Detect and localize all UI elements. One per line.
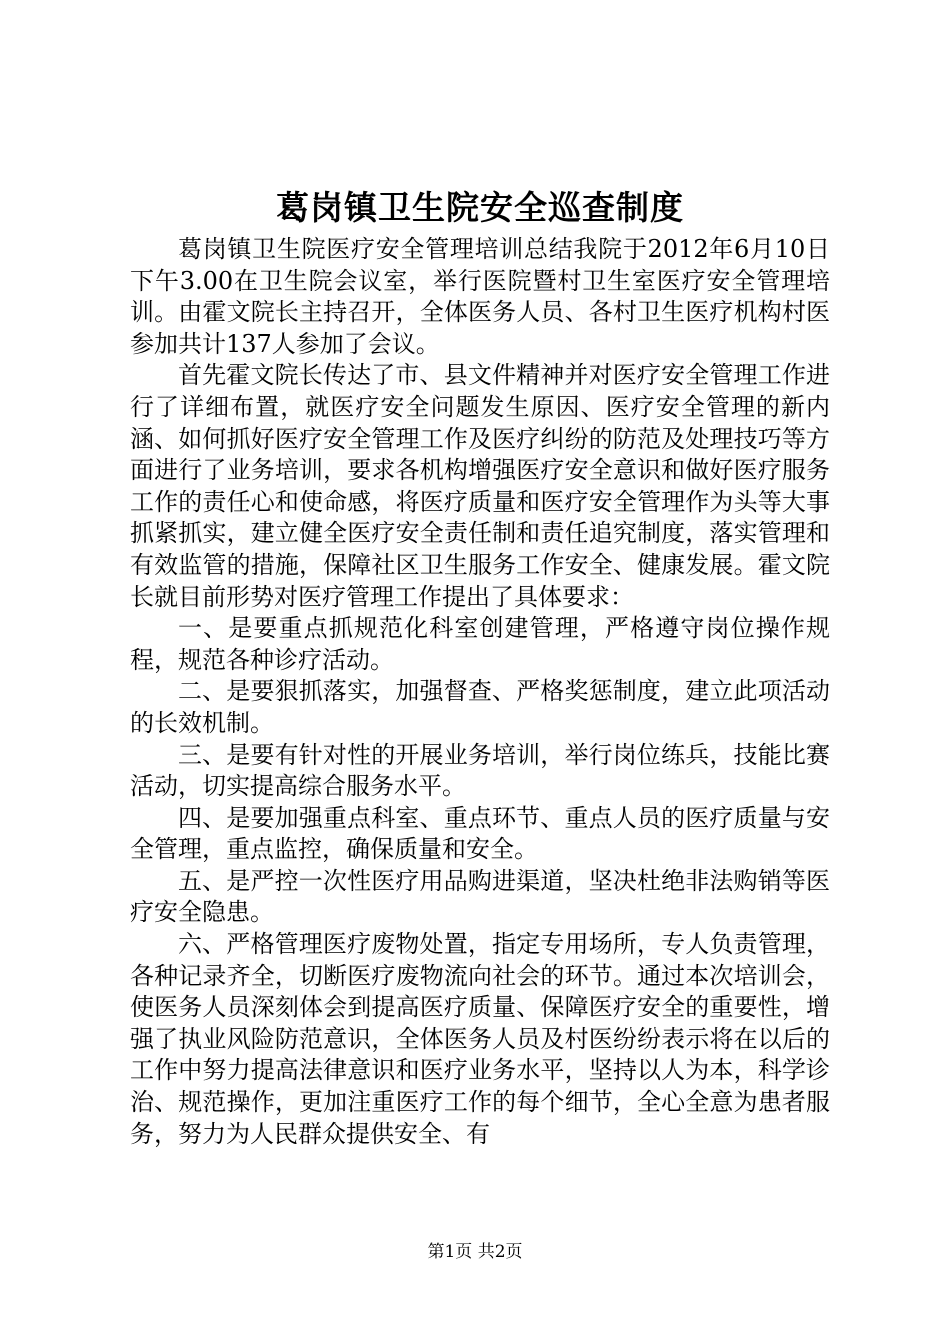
paragraph-item-4: 四、是要加强重点科室、重点环节、重点人员的医疗质量与安全管理，重点监控，确保质量和安全。 (130, 803, 830, 864)
page-footer: 第1页 共2页 (427, 1242, 523, 1262)
paragraph-item-1: 一、是要重点抓规范化科室创建管理，严格遵守岗位操作规程，规范各种诊疗活动。 (130, 614, 830, 674)
paragraph-requirements: 首先霍文院长传达了市、县文件精神并对医疗安全管理工作进行了详细布置，就医疗安全问题发生原因、医疗安全管理的新内涵、如何抓好医疗安全管理工作及医疗纠纷的防范及处理技巧等方面进行了业务培训，要求各机构增强医疗安全意识和做好医疗服务工作的责任心和使命感，将医疗质量和医疗安全管理作为头等大事抓紧抓实，建立健全医疗安全责任制和责任追究制度，落实管理和有效监管的措施，保障社区卫生服务工作安全、健康发展。霍文院长就目前形势对医疗管理工作提出了具体要求： (130, 361, 830, 611)
document-title: 葛岗镇卫生院安全巡查制度 (276, 188, 684, 227)
paragraph-item-2: 二、是要狠抓落实，加强督查、严格奖惩制度，建立此项活动的长效机制。 (130, 677, 830, 737)
paragraph-intro: 葛岗镇卫生院医疗安全管理培训总结我院于2012年6月10日下午3.00在卫生院会议室，举行医院暨村卫生室医疗安全管理培训。由霍文院长主持召开，全体医务人员、各村卫生医疗机构村医参加共计137人参加了会议。 (130, 235, 830, 358)
paragraph-item-6: 六、严格管理医疗废物处置，指定专用场所，专人负责管理，各种记录齐全，切断医疗废物流向社会的环节。通过本次培训会，使医务人员深刻体会到提高医疗质量、保障医疗安全的重要性，增强了执业风险防范意识，全体医务人员及村医纷纷表示将在以后的工作中努力提高法律意识和医疗业务水平，坚持以人为本，科学诊治、规范操作，更加注重医疗工作的每个细节，全心全意为患者服务，努力为人民群众提供安全、有 (130, 930, 830, 1148)
paragraph-item-5: 五、是严控一次性医疗用品购进渠道，坚决杜绝非法购销等医疗安全隐患。 (130, 866, 830, 927)
document-body (130, 234, 830, 1150)
paragraph-item-3: 三、是要有针对性的开展业务培训，举行岗位练兵，技能比赛活动，切实提高综合服务水平。 (130, 740, 830, 801)
